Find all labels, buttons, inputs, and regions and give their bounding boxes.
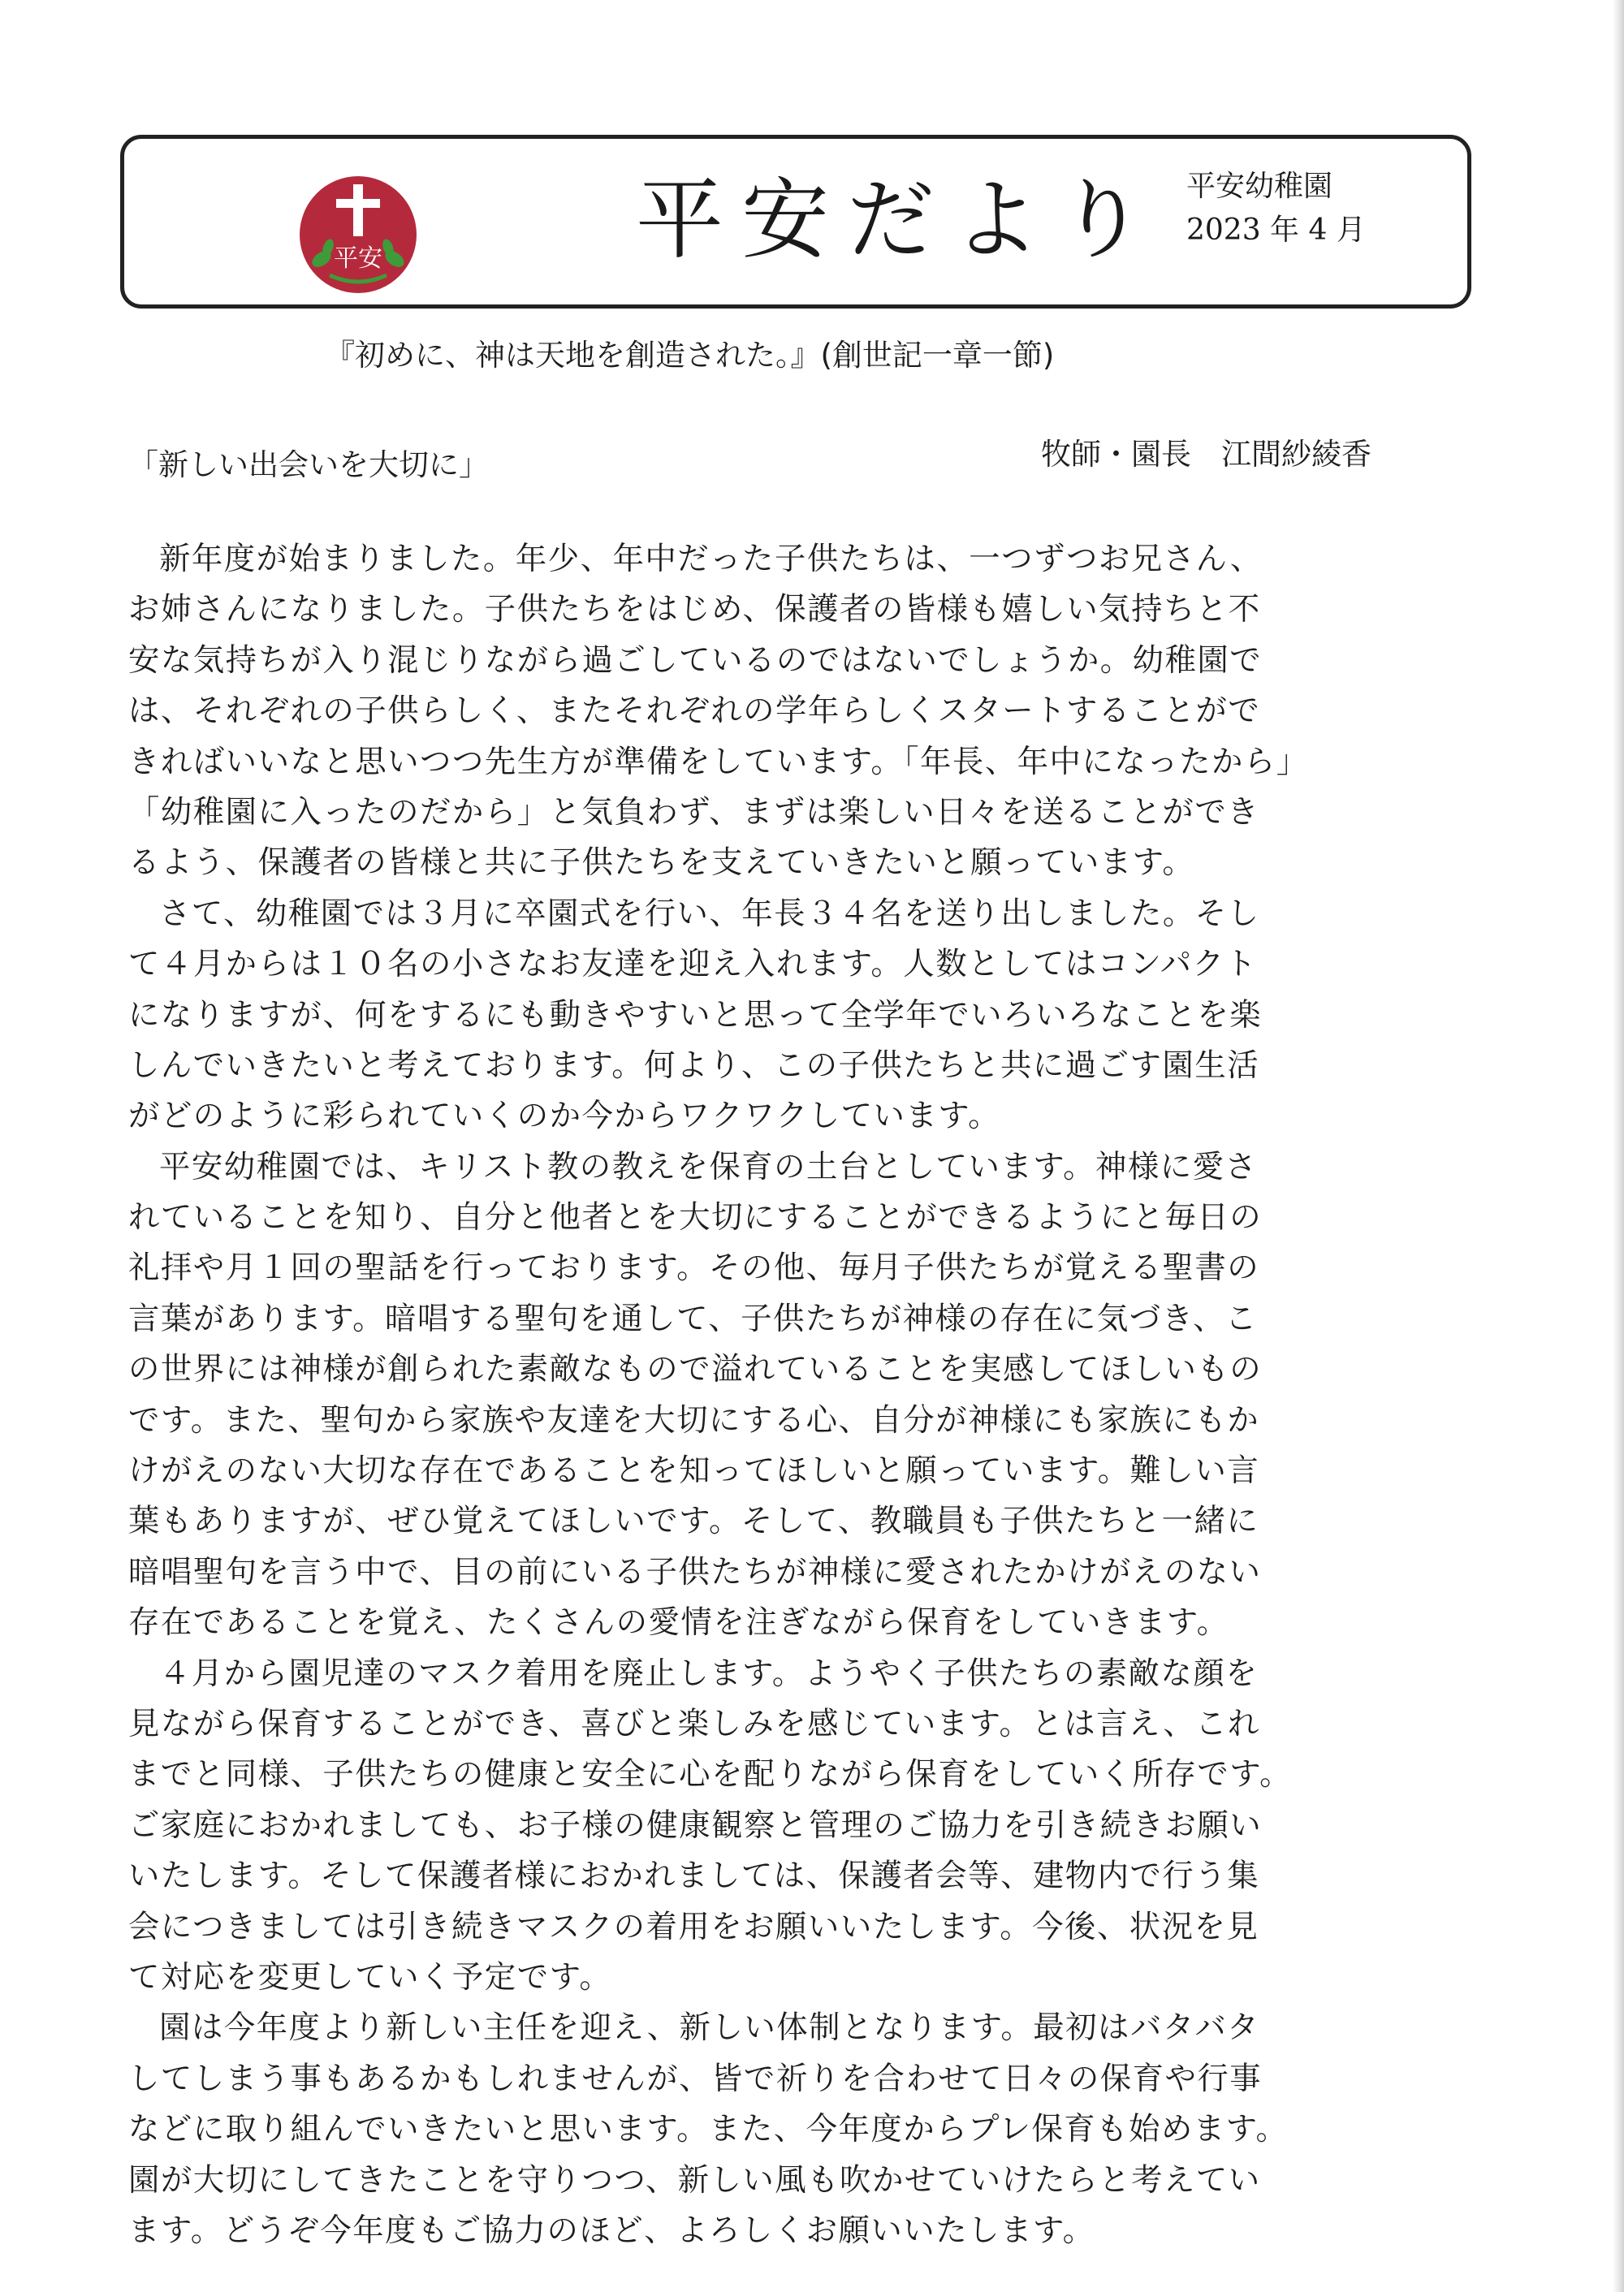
body-line: ４月から園児達のマスク着用を廃止します。ようやく子供たちの素敵な顔を	[159, 1655, 1259, 1692]
article-title: 「新しい出会いを大切に」	[128, 447, 489, 482]
body-line: さて、幼稚園では３月に卒園式を行い、年長３４名を送り出しました。そし	[159, 895, 1260, 932]
body-line: などに取り組んでいきたいと思います。また、今年度からプレ保育も始めます。	[128, 2111, 1289, 2148]
body-line: しんでいきたいと考えております。何より、この子供たちと共に過ごす園生活	[128, 1047, 1260, 1084]
newsletter-title: 平安だより	[636, 170, 1164, 271]
bible-verse: 『初めに、神は天地を創造された。』(創世記一章一節)	[325, 338, 1055, 373]
body-line: きればいいなと思いつつ先生方が準備をしています。「年長、年中になったから」	[128, 743, 1309, 780]
body-line: るよう、保護者の皆様と共に子供たちを支えていきたいと願っています。	[128, 844, 1195, 882]
body-line: の世界には神様が創られた素敵なもので溢れていることを実感してほしいもの	[128, 1351, 1263, 1388]
body-line: は、それぞれの子供らしく、またそれぞれの学年らしくスタートすることがで	[128, 693, 1261, 730]
publisher-block	[1186, 165, 1366, 253]
body-line: 暗唱聖句を言う中で、目の前にいる子供たちが神様に愛されたかけがえのない	[128, 1553, 1262, 1591]
body-line: 園が大切にしてきたことを守りつつ、新しい風も吹かせていけたらと考えてい	[128, 2161, 1261, 2199]
body-line: 存在であることを覚え、たくさんの愛情を注ぎながら保育をしていきます。	[128, 1604, 1229, 1642]
body-line: 葉もありますが、ぜひ覚えてほしいです。そして、教職員も子供たちと一緒に	[128, 1503, 1259, 1540]
body-line: 新年度が始まりました。年少、年中だった子供たちは、一つずつお兄さん、	[159, 541, 1263, 577]
body-line: 園は今年度より新しい主任を迎え、新しい体制となります。最初はバタバタ	[159, 2009, 1260, 2047]
body-line: してしまう事もあるかもしれませんが、皆で祈りを合わせて日々の保育や行事	[128, 2060, 1263, 2097]
body-line: て対応を変更していく予定です。	[128, 1958, 612, 1996]
kindergarten-logo-icon	[297, 175, 419, 295]
scan-edge	[1613, 0, 1624, 2292]
article-author: 牧師・園長 江間紗綾香	[1041, 437, 1371, 472]
body-line: までと同様、子供たちの健康と安全に心を配りながら保育をしていく所存です。	[128, 1756, 1292, 1793]
newsletter-header	[120, 135, 1471, 309]
body-line: 見ながら保育することができ、喜びと楽しみを感じています。とは言え、これ	[128, 1705, 1260, 1742]
body-line: です。また、聖句から家族や友達を大切にする心、自分が神様にも家族にもか	[128, 1401, 1260, 1439]
body-line: て４月からは１０名の小さなお友達を迎え入れます。人数としてはコンパクト	[128, 946, 1258, 983]
body-line: れていることを知り、自分と他者とを大切にすることができるようにと毎日の	[128, 1199, 1263, 1237]
body-line: いたします。そして保護者様におかれましては、保護者会等、建物内で行う集	[128, 1858, 1260, 1895]
body-line: 言葉があります。暗唱する聖句を通して、子供たちが神様の存在に気づき、こ	[128, 1300, 1258, 1337]
body-line: 平安幼稚園では、キリスト教の教えを保育の土台としています。神様に愛さ	[159, 1148, 1258, 1185]
logo-text: 平安	[334, 244, 382, 273]
body-line: ご家庭におかれましても、お子様の健康観察と管理のご協力を引き続きお願い	[128, 1806, 1263, 1844]
body-line: 安な気持ちが入り混じりながら過ごしているのではないでしょうか。幼稚園で	[128, 641, 1263, 679]
body-line: ます。どうぞ今年度もご協力のほど、よろしくお願いいたします。	[128, 2212, 1095, 2249]
body-line: がどのように彩られていくのか今からワクワクしています。	[128, 1098, 1000, 1135]
kindergarten-name: 平安幼稚園	[1186, 170, 1333, 203]
issue-date: 2023 年 4 月	[1186, 214, 1366, 247]
body-line: 会につきましては引き続きマスクの着用をお願いいたします。今後、状況を見	[128, 1908, 1259, 1945]
body-line: お姉さんになりました。子供たちをはじめ、保護者の皆様も嬉しい気持ちと不	[128, 591, 1261, 628]
article-body	[128, 534, 1509, 2256]
body-line: 「幼稚園に入ったのだから」と気負わず、まずは楽しい日々を送ることができ	[128, 793, 1260, 831]
body-line: けがえのない大切な存在であることを知ってほしいと願っています。難しい言	[128, 1452, 1260, 1490]
body-line: になりますが、何をするにも動きやすいと思って全学年でいろいろなことを楽	[128, 996, 1263, 1034]
body-line: 礼拝や月１回の聖話を行っております。その他、毎月子供たちが覚える聖書の	[128, 1250, 1260, 1287]
